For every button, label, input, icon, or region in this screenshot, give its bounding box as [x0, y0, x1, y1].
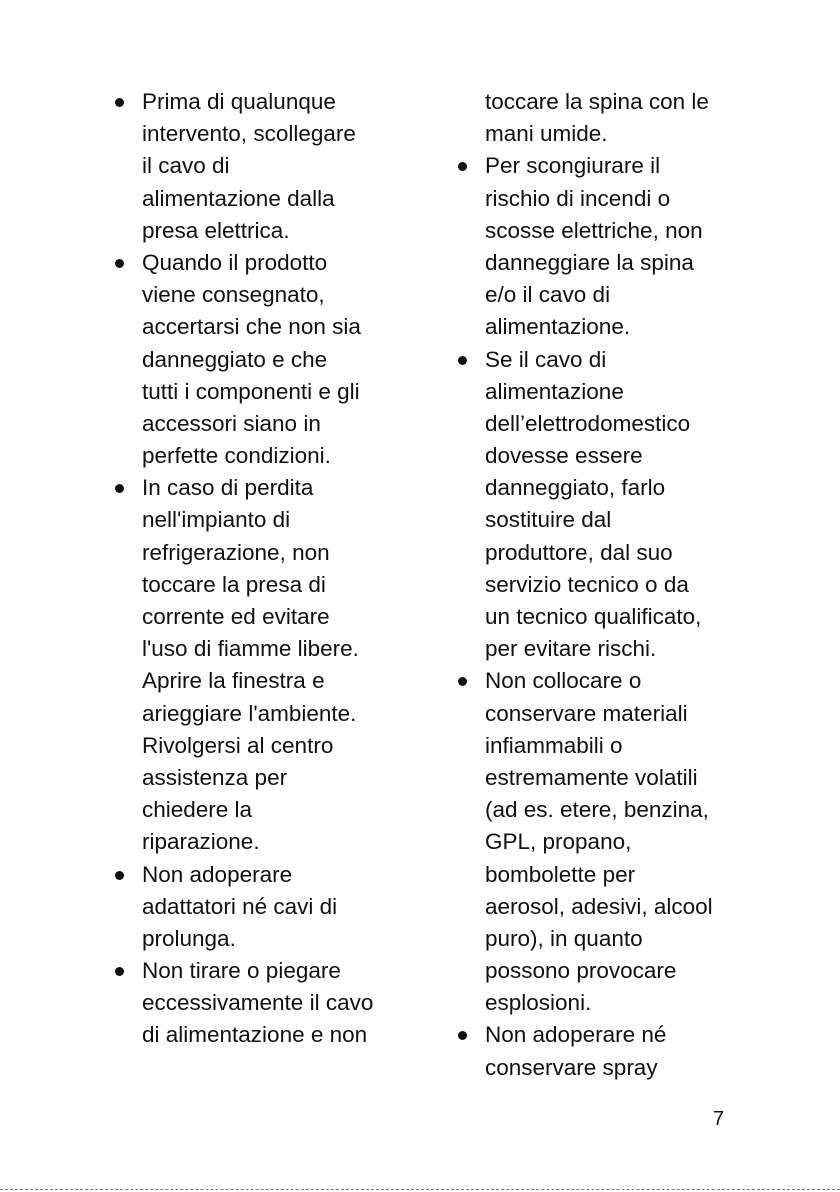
line-text: Quando il prodotto: [142, 249, 328, 275]
text-line: [485, 118, 735, 150]
line-text: bombolette per: [485, 861, 636, 887]
text-line: [485, 215, 735, 247]
line-text: danneggiato e che: [142, 346, 328, 372]
line-text: alimentazione dalla: [142, 185, 335, 211]
line-text: rischio di incendi o: [485, 185, 671, 211]
line-text: esplosioni.: [485, 990, 592, 1016]
line-text: conservare spray: [485, 1054, 658, 1080]
line-text: Non collocare o: [485, 668, 642, 694]
line-text: nell'impianto di: [142, 507, 291, 533]
line-text: perfette condizioni.: [142, 443, 331, 469]
page-bottom-rule: [0, 1189, 840, 1190]
text-line: [485, 537, 735, 569]
line-text: dovesse essere: [485, 443, 643, 469]
line-text: chiedere la: [142, 797, 253, 823]
text-line: [485, 794, 735, 826]
text-line: [485, 730, 735, 762]
text-line: [142, 665, 392, 697]
line-text: tutti i componenti e gli: [142, 378, 360, 404]
bullet-icon: [458, 356, 467, 365]
text-line: [485, 1019, 735, 1051]
line-text: infiammabili o: [485, 732, 623, 758]
line-text: alimentazione.: [485, 314, 631, 340]
text-line: [142, 311, 392, 343]
line-text: Non adoperare: [142, 861, 293, 887]
line-text: accessori siano in: [142, 410, 321, 436]
line-text: viene consegnato,: [142, 282, 325, 308]
text-line: [142, 859, 392, 891]
text-line: [485, 569, 735, 601]
line-text: arieggiare l'ambiente.: [142, 700, 357, 726]
text-line: [485, 183, 735, 215]
line-text: intervento, scollegare: [142, 121, 356, 147]
line-text: adattatori né cavi di: [142, 893, 338, 919]
line-text: aerosol, adesivi, alcool: [485, 893, 713, 919]
text-line: [485, 762, 735, 794]
line-text: prolunga.: [142, 925, 236, 951]
text-line: [485, 698, 735, 730]
text-line: [485, 891, 735, 923]
bullet-icon: [115, 259, 124, 268]
line-text: Non adoperare né: [485, 1022, 667, 1048]
line-text: scosse elettriche, non: [485, 217, 703, 243]
text-line: [142, 440, 392, 472]
line-text: e/o il cavo di: [485, 282, 611, 308]
text-line: [485, 826, 735, 858]
bullet-icon: [115, 98, 124, 107]
text-line: [485, 247, 735, 279]
bullet-icon: [115, 871, 124, 880]
line-text: toccare la presa di: [142, 571, 326, 597]
line-text: Non tirare o piegare: [142, 958, 341, 984]
line-text: estremamente volatili: [485, 764, 698, 790]
text-line: [142, 183, 392, 215]
line-text: toccare la spina con le: [485, 89, 709, 114]
bullet-icon: [458, 677, 467, 686]
line-text: corrente ed evitare: [142, 604, 330, 629]
text-line: [485, 601, 735, 633]
text-line: [485, 86, 735, 118]
line-text: danneggiare la spina: [485, 249, 694, 275]
line-text: GPL, propano,: [485, 829, 632, 855]
line-text: (ad es. etere, benzina,: [485, 797, 709, 823]
line-text: riparazione.: [142, 829, 260, 855]
line-text: di alimentazione e non: [142, 1022, 368, 1048]
text-line: [142, 247, 392, 279]
text-line: [485, 923, 735, 955]
text-line: [142, 762, 392, 794]
text-line: [485, 987, 735, 1019]
text-line: [142, 279, 392, 311]
text-line: [485, 279, 735, 311]
text-line: [142, 923, 392, 955]
line-text: dell’elettrodomestico: [485, 410, 691, 436]
text-line: [485, 955, 735, 987]
text-line: [142, 987, 392, 1019]
text-line: [142, 472, 392, 504]
line-text: eccessivamente il cavo: [142, 990, 374, 1016]
line-text: Aprire la finestra e: [142, 668, 325, 694]
text-line: [142, 215, 392, 247]
line-text: Se il cavo di: [485, 346, 607, 372]
text-line: [142, 504, 392, 536]
text-line: [142, 537, 392, 569]
line-text: il cavo di: [142, 153, 230, 179]
text-line: [142, 955, 392, 987]
text-line: [142, 601, 392, 633]
text-line: [485, 1052, 735, 1084]
line-text: produttore, dal suo: [485, 539, 673, 565]
line-text: servizio tecnico o da: [485, 571, 689, 597]
bullet-icon: [115, 967, 124, 976]
text-line: [485, 859, 735, 891]
text-line: [142, 376, 392, 408]
text-line: [142, 794, 392, 826]
line-text: sostituire dal: [485, 507, 612, 533]
line-text: possono provocare: [485, 958, 677, 984]
right-column: [485, 86, 735, 1084]
text-line: [142, 344, 392, 376]
line-text: Prima di qualunque: [142, 89, 336, 114]
line-text: Per scongiurare il: [485, 153, 661, 179]
text-line: [142, 408, 392, 440]
text-line: [142, 633, 392, 665]
left-column: [142, 86, 392, 1052]
line-text: presa elettrica.: [142, 217, 290, 243]
text-line: [485, 311, 735, 343]
text-line: [485, 633, 735, 665]
line-text: un tecnico qualificato,: [485, 604, 702, 629]
text-line: [485, 150, 735, 182]
text-line: [485, 344, 735, 376]
text-line: [485, 376, 735, 408]
bullet-icon: [115, 484, 124, 493]
text-line: [142, 86, 392, 118]
text-line: [485, 504, 735, 536]
line-text: accertarsi che non sia: [142, 314, 361, 340]
text-line: [142, 891, 392, 923]
line-text: conservare materiali: [485, 700, 688, 726]
text-line: [485, 472, 735, 504]
line-text: Rivolgersi al centro: [142, 732, 334, 758]
line-text: puro), in quanto: [485, 925, 643, 951]
line-text: refrigerazione, non: [142, 539, 330, 565]
text-line: [142, 118, 392, 150]
text-line: [142, 569, 392, 601]
text-line: [485, 408, 735, 440]
text-line: [142, 698, 392, 730]
line-text: per evitare rischi.: [485, 636, 657, 662]
text-line: [142, 1019, 392, 1051]
bullet-icon: [458, 1031, 467, 1040]
line-text: alimentazione: [485, 378, 624, 404]
line-text: danneggiato, farlo: [485, 475, 666, 501]
line-text: l'uso di fiamme libere.: [142, 636, 359, 662]
text-line: [485, 665, 735, 697]
page-number: 7: [713, 1108, 725, 1130]
bullet-icon: [458, 162, 467, 171]
text-line: [142, 826, 392, 858]
line-text: mani umide.: [485, 121, 608, 147]
text-line: [142, 150, 392, 182]
line-text: In caso di perdita: [142, 475, 314, 501]
text-line: [485, 440, 735, 472]
line-text: assistenza per: [142, 764, 288, 790]
text-line: [142, 730, 392, 762]
